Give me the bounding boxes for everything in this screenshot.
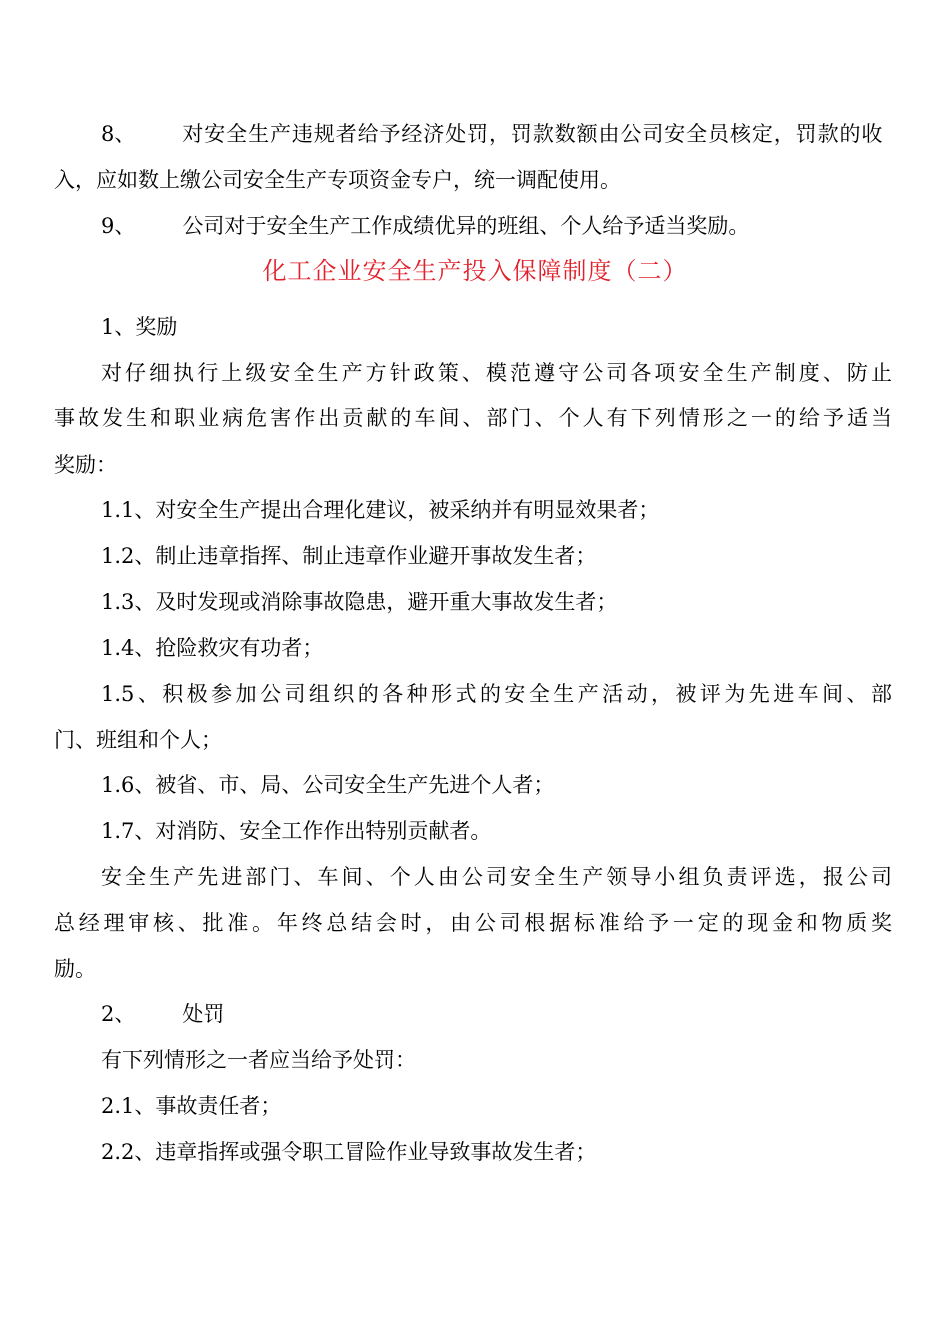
section-2-heading-line	[101, 1002, 224, 1026]
document-title: 化工企业安全生产投入保障制度（二）	[262, 257, 688, 285]
item-8-number: 8、	[101, 122, 136, 146]
section-1-intro-line-2: 事故发生和职业病危害作出贡献的车间、部门、个人有下列情形之一的给予适当	[54, 406, 892, 430]
section-1-intro-line-3: 奖励：	[54, 453, 117, 477]
item-9-line	[101, 214, 749, 238]
section-1-closing-line-3: 励。	[54, 957, 96, 981]
section-2-heading: 处罚	[182, 1002, 225, 1026]
section-1-closing-line-1: 安全生产先进部门、车间、个人由公司安全生产领导小组负责评选，报公司	[101, 865, 892, 889]
penalty-item-2-2: 2.2、违章指挥或强令职工冒险作业导致事故发生者；	[101, 1140, 597, 1164]
reward-item-1-7: 1.7、对消防、安全工作作出特别贡献者。	[101, 819, 492, 843]
item-9-number: 9、	[101, 214, 136, 238]
reward-item-1-2: 1.2、制止违章指挥、制止违章作业避开事故发生者；	[101, 544, 597, 568]
section-1-closing-line-2: 总经理审核、批准。年终总结会时，由公司根据标准给予一定的现金和物质奖	[54, 911, 892, 935]
reward-item-1-5: 1.5、积极参加公司组织的各种形式的安全生产活动，被评为先进车间、部	[101, 682, 892, 706]
reward-item-1-6: 1.6、被省、市、局、公司安全生产先进个人者；	[101, 773, 555, 797]
item-8-text: 对安全生产违规者给予经济处罚，罚款数额由公司安全员核定，罚款的收	[182, 122, 883, 146]
reward-item-1-1: 1.1、对安全生产提出合理化建议，被采纳并有明显效果者；	[101, 498, 660, 522]
section-2-intro: 有下列情形之一者应当给予处罚：	[101, 1048, 416, 1072]
item-8-continuation: 入，应如数上缴公司安全生产专项资金专户，统一调配使用。	[54, 168, 621, 192]
penalty-item-2-1: 2.1、事故责任者；	[101, 1094, 282, 1118]
reward-item-1-5-continuation: 门、班组和个人；	[54, 728, 222, 752]
reward-item-1-3: 1.3、及时发现或消除事故隐患，避开重大事故发生者；	[101, 590, 618, 614]
reward-item-1-4: 1.4、抢险救灾有功者；	[101, 636, 324, 660]
section-2-number: 2、	[101, 1002, 136, 1026]
section-1-heading: 1、奖励	[101, 315, 178, 339]
section-1-intro-line-1: 对仔细执行上级安全生产方针政策、模范遵守公司各项安全生产制度、防止	[101, 361, 892, 385]
item-8-first-line	[101, 122, 882, 146]
item-9-text: 公司对于安全生产工作成绩优异的班组、个人给予适当奖励。	[182, 214, 750, 238]
